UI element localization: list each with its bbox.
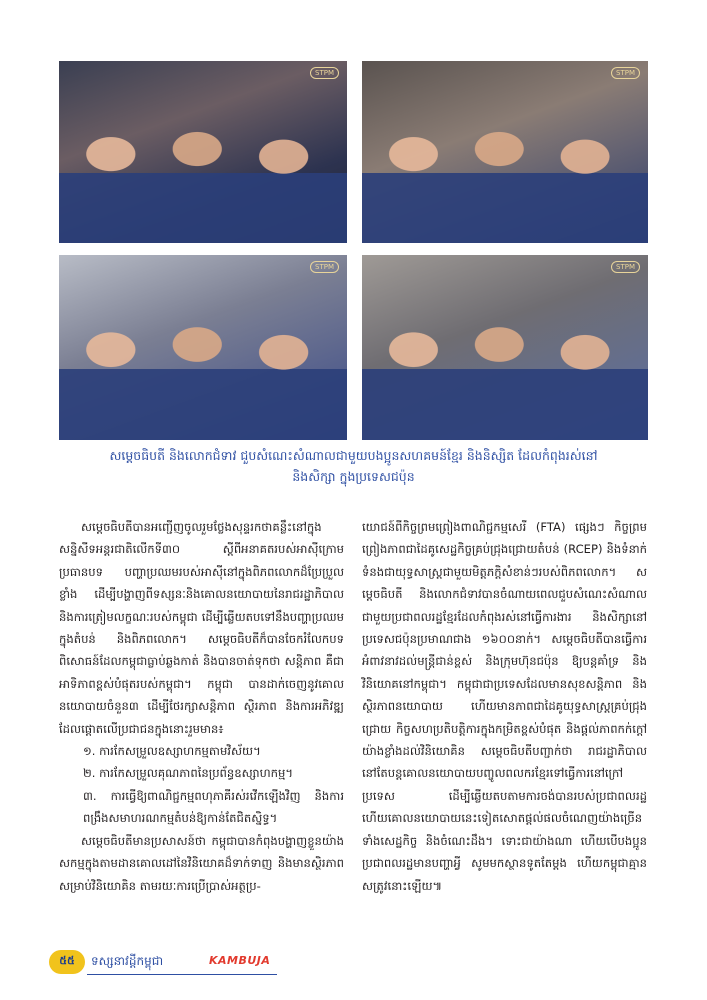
footer-divider: [87, 974, 277, 975]
photo-figures: [59, 311, 347, 441]
policy-list-item: ៣. ការធ្វើឱ្យពាណិជ្ជកម្មពហុភាគីរស់រវើកឡើងវិញ និងការពង្រឹងសមាហរណកម្មតំបន់ឱ្យកាន់តែជិតស្និទ្ធ។: [83, 788, 344, 826]
page-footer: [49, 950, 279, 974]
article-paragraph: យោជន៍ពីកិច្ចព្រមព្រៀងពាណិជ្ជកម្មសេរី (FTA) ផ្សេងៗ កិច្ចព្រមព្រៀងភាពជាដៃគូសេដ្ឋកិច្ចគ្រប់ជ្រុងជ្រោយតំបន់ (RCEP) និងទំនាក់ទំនងជាយុទ្ធសាស្ត្រជាមួយមិត្តភក្តិសំខាន់ៗរបស់ពិភពលោក។ សម្តេចធិបតី និងលោកជំទាវបានចំណាយពេលជួបសំណេះសំណាលជាមួយប្រជាពលរដ្ឋខ្មែរដែលកំពុងរស់នៅធ្វើការងារ និងសិក្សានៅប្រទេសជប៉ុនប្រមាណជាង ១៦០០នាក់។ សម្តេចធិបតីបានធ្វើការអំពាវនាវដល់មន្ត្រីជាន់ខ្ពស់ និងក្រុមហ៊ុនជប៉ុន ឱ្យបន្តគាំទ្រ និងវិនិយោគនៅកម្ពុជា។ កម្ពុជាជាប្រទេសដែលមានសុខសន្តិភាព និងស្ថិរភាពនយោបាយ ហើយមានភាពជាដៃគូយុទ្ធសាស្ត្រគ្រប់ជ្រុងជ្រោយ កិច្ចសហប្រតិបត្តិការក្នុងកម្រិតខ្ពស់បំផុត និងផ្តល់ភាពកក់ក្តៅយ៉ាងខ្លាំងដល់វិនិយោគិន សម្តេចធិបតីបញ្ជាក់ថា រាជរដ្ឋាភិបាលនៅតែបន្តគោលនយោបាយបញ្ចូលពលករខ្មែរទៅធ្វើការនៅក្រៅប្រទេស ដើម្បីឆ្លើយតបតាមការចង់បានរបស់ប្រជាពលរដ្ឋ ហើយគោលនយោបាយនេះទៀតសោតផ្តល់ផលចំណេញយ៉ាងច្រើនទាំងសេដ្ឋកិច្ច និងចំណេះដឹង។ ទោះជាយ៉ាងណា ហើយបើបងប្អូនប្រជាពលរដ្ឋមានបញ្ហាអ្វី សូមមកស្ថានទូតតែម្តង ហើយកម្ពុជាគ្មានសត្រូវនោះឡើយ៕: [362, 520, 647, 893]
brand-logo-text: KAMBUJA: [209, 954, 271, 967]
photo-figures: [59, 116, 347, 243]
article-column-left: [59, 516, 344, 897]
photo-watermark: STPM: [310, 67, 339, 79]
article-column-right: [362, 516, 647, 897]
photo-lady-with-child: [362, 255, 648, 440]
photo-figures: [362, 116, 648, 243]
photo-figures: [362, 311, 648, 441]
photo-caption-line-1: សម្តេចធិបតី និងលោកជំទាវ ជួបសំណេះសំណាលជាមួយបងប្អូនសហគមន៍ខ្មែរ និងនិស្សិត ដែលកំពុងរស់នៅ: [109, 448, 598, 463]
photo-caption-line-2: និងសិក្សា ក្នុងប្រទេសជប៉ុន: [292, 469, 415, 484]
policy-list-item: ២. ការកែសម្រួលគុណភាពនៃប្រព័ន្ធឧស្សាហកម្ម។: [83, 766, 294, 781]
magazine-name: ទស្សនាវដ្តីកម្ពុជា: [91, 954, 164, 968]
article-paragraph: សម្តេចធិបតីបានអញ្ជើញចូលរួមថ្លែងសុន្ទរកថាគន្លឹះនៅក្នុងសន្និសីទអន្តរជាតិលើកទី៣០ ស្តីពីអនាគតរបស់អាស៊ីក្រោមប្រធានបទ បញ្ហាប្រឈមរបស់អាស៊ីនៅក្នុងពិភពលោកដ៏ប្រែប្រួលខ្លាំង ដើម្បីបង្ហាញពីទស្សនៈនិងគោលនយោបាយនៃរាជរដ្ឋាភិបាល និងការត្រៀមលក្ខណៈរបស់កម្ពុជា ដើម្បីឆ្លើយតបទៅនឹងបញ្ហាប្រឈមក្នុងតំបន់ និងពិភពលោក។ សម្តេចធិបតីក៏បានចែករំលែកបទពិសោធន៍ដែលកម្ពុជាធ្លាប់ឆ្លងកាត់ និងបានចាត់ទុកថា សន្តិភាព គឺជាអាទិភាពខ្ពស់បំផុតរបស់កម្ពុជា។ កម្ពុជា បានដាក់ចេញនូវគោលនយោបាយចំនួន៣ ដើម្បីថែរក្សាសន្តិភាព ស្ថិរភាព និងការអភិវឌ្ឍ ដែលផ្តោតលើប្រជាជនក្នុងនោះរួមមាន៖: [59, 520, 344, 736]
photo-selfie-with-community: [362, 61, 648, 243]
photo-crowd-greeting: [59, 61, 347, 243]
page-number-badge: ៥៥: [49, 950, 85, 974]
article-paragraph: សម្តេចធិបតីមានប្រសាសន៍ថា កម្ពុជាបានកំពុងបង្ហាញខ្លួនយ៉ាងសកម្មក្នុងតាមដានគោលដៅនៃវិនិយោគដ៏ទាក់ទាញ និងមានស្ថិរភាពសម្រាប់វិនិយោគិន តាមរយៈការប្រើប្រាស់អត្ថប្រ-: [59, 833, 344, 893]
photo-watermark: STPM: [310, 261, 339, 273]
policy-list-item: ១. ការកែសម្រួលឧស្សាហកម្មតាមវិស័យ។: [83, 744, 261, 759]
photo-watermark: STPM: [611, 67, 640, 79]
photo-group-selfie: [59, 255, 347, 440]
photo-watermark: STPM: [611, 261, 640, 273]
